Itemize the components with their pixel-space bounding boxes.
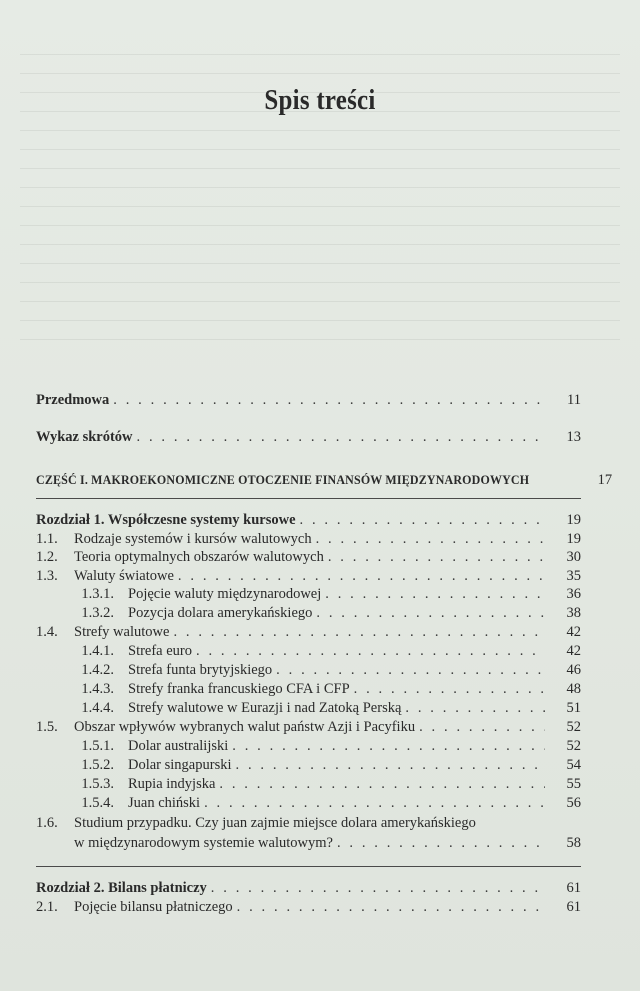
toc-entry-chapter-2: Rozdział 2. Bilans płatniczy . . . 61 [36,880,581,897]
divider-line [36,498,581,499]
toc-entry-1-5-3: 1.5.3. Rupia indyjska . . . 55 [36,776,581,793]
toc-entry-1-4-1: 1.4.1. Strefa euro . . . 42 [36,643,581,660]
toc-entry-1-1: 1.1. Rodzaje systemów i kursów walutowych . . . 19 [36,531,581,548]
toc-entry-1-5-2: 1.5.2. Dolar singapurski . . . 54 [36,757,581,774]
toc-entry-1-3-2: 1.3.2. Pozycja dolara amerykańskiego . . . 38 [36,605,581,622]
toc-entry-1-5-1: 1.5.1. Dolar australijski . . . 52 [36,738,581,755]
toc-entry-1-3: 1.3. Waluty światowe . . . 35 [36,568,581,585]
toc-entry-1-2: 1.2. Teoria optymalnych obszarów walutowych . . . 30 [36,549,581,566]
toc-entry-1-6-continued: w międzynarodowym systemie walutowym? . . . 58 [36,835,581,852]
toc-entry-preface: Przedmowa . . . 11 [36,392,581,409]
toc-entry-1-5-4: 1.5.4. Juan chiński . . . 56 [36,795,581,812]
toc-entry-1-4: 1.4. Strefy walutowe . . . 42 [36,624,581,641]
page-title: Spis treści [264,84,376,116]
toc-entry-1-5: 1.5. Obszar wpływów wybranych walut państw Azji i Pacyfiku . . . 52 [36,719,581,736]
toc-entry-1-4-4: 1.4.4. Strefy walutowe w Eurazji i nad Zatoką Perską . . . 51 [36,700,581,717]
toc-entry-2-1: 2.1. Pojęcie bilansu płatniczego . . . 61 [36,899,581,916]
toc-entry-abbreviations: Wykaz skrótów . . . 13 [36,429,581,446]
toc-entry-1-4-3: 1.4.3. Strefy franka francuskiego CFA i CFP . . . 48 [36,681,581,698]
toc-entry-1-3-1: 1.3.1. Pojęcie waluty międzynarodowej . . . 36 [36,586,581,603]
toc-entry-1-4-2: 1.4.2. Strefa funta brytyjskiego . . . 46 [36,662,581,679]
divider-line [36,866,581,867]
toc-entry-1-6: 1.6. Studium przypadku. Czy juan zajmie miejsce dolara amerykańskiego [36,815,476,831]
toc-entry-chapter-1: Rozdział 1. Współczesne systemy kursowe . . . 19 [36,512,581,529]
toc-entry-part-1: CZĘŚĆ I. MAKROEKONOMICZNE OTOCZENIE FINANSÓW MIĘDZYNARODOWYCH 17 [36,472,613,488]
